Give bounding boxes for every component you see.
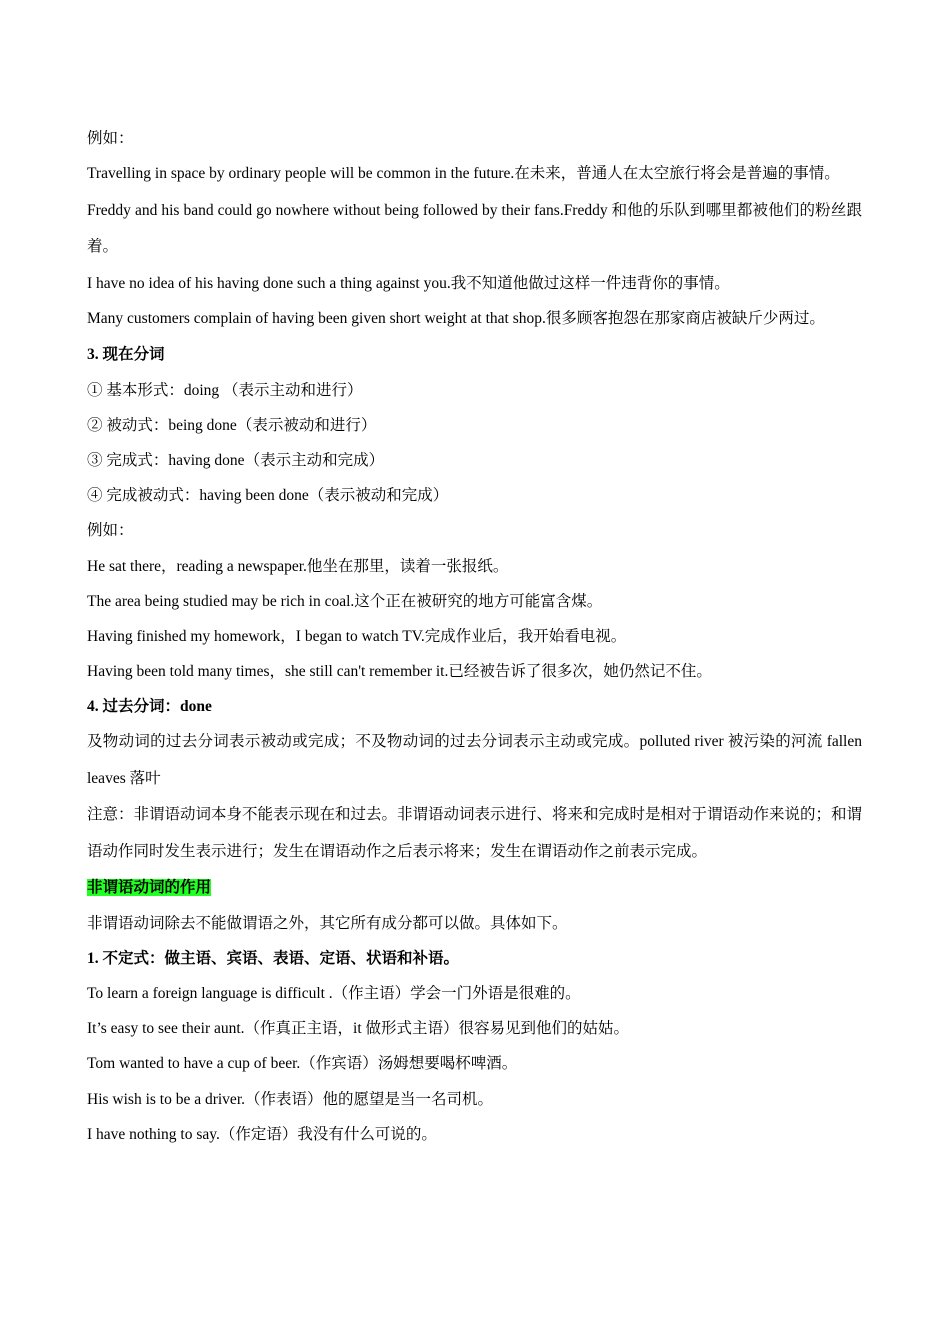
explanation-paragraph: 及物动词的过去分词表示被动或完成；不及物动词的过去分词表示主动或完成。polluted river 被污染的河流 fallen leaves 落叶 bbox=[87, 733, 862, 787]
example-sentence: Tom wanted to have a cup of beer.（作宾语）汤姆想要喝杯啤酒。 bbox=[87, 1055, 518, 1073]
example-sentence: I have no idea of his having done such a thing against you.我不知道他做过这样一件违背你的事情。 bbox=[87, 274, 730, 292]
example-sentence: It’s easy to see their aunt.（作真正主语，it 做形式主语）很容易见到他们的姑姑。 bbox=[87, 1020, 630, 1038]
form-item: ① 基本形式：doing （表示主动和进行） bbox=[87, 381, 363, 399]
example-sentence: Having been told many times，she still can't remember it.已经被告诉了很多次，她仍然记不住。 bbox=[87, 663, 712, 681]
document-page bbox=[87, 121, 862, 1152]
highlighted-heading-functions: 非谓语动词的作用 bbox=[87, 879, 212, 897]
example-sentence: Having finished my homework，I began to watch TV.完成作业后，我开始看电视。 bbox=[87, 627, 627, 645]
form-item: ② 被动式：being done（表示被动和进行） bbox=[87, 416, 377, 434]
example-sentence: Many customers complain of having been given short weight at that shop.很多顾客抱怨在那家商店被缺斤少两过。 bbox=[87, 309, 825, 327]
example-sentence: Travelling in space by ordinary people will be common in the future.在未来，普通人在太空旅行将会是普遍的事情。 bbox=[87, 165, 840, 183]
example-sentence: He sat there，reading a newspaper.他坐在那里，读着一张报纸。 bbox=[87, 557, 509, 575]
example-sentence: His wish is to be a driver.（作表语）他的愿望是当一名司机。 bbox=[87, 1090, 493, 1108]
intro-paragraph: 非谓语动词除去不能做谓语之外，其它所有成分都可以做。具体如下。 bbox=[87, 914, 568, 932]
example-label: 例如： bbox=[87, 522, 134, 540]
example-sentence: The area being studied may be rich in coal.这个正在被研究的地方可能富含煤。 bbox=[87, 592, 603, 610]
form-item: ④ 完成被动式：having been done（表示被动和完成） bbox=[87, 487, 449, 505]
section-heading-present-participle: 3. 现在分词 bbox=[87, 346, 165, 364]
section-heading-infinitive: 1. 不定式：做主语、宾语、表语、定语、状语和补语。 bbox=[87, 949, 460, 967]
example-sentence: To learn a foreign language is difficult .（作主语）学会一门外语是很难的。 bbox=[87, 985, 581, 1002]
example-sentence: Freddy and his band could go nowhere without being followed by their fans.Freddy 和他的乐队到哪里都被他们的粉丝跟着。 bbox=[87, 201, 862, 256]
example-label: 例如： bbox=[87, 130, 134, 147]
form-item: ③ 完成式：having done（表示主动和完成） bbox=[87, 451, 385, 469]
example-sentence: I have nothing to say.（作定语）我没有什么可说的。 bbox=[87, 1125, 437, 1143]
note-paragraph: 注意：非谓语动词本身不能表示现在和过去。非谓语动词表示进行、将来和完成时是相对于谓语动作来说的；和谓语动作同时发生表示进行；发生在谓语动作之后表示将来；发生在谓语动作之前表示完成。 bbox=[87, 806, 863, 860]
section-heading-past-participle: 4. 过去分词：done bbox=[87, 698, 212, 716]
